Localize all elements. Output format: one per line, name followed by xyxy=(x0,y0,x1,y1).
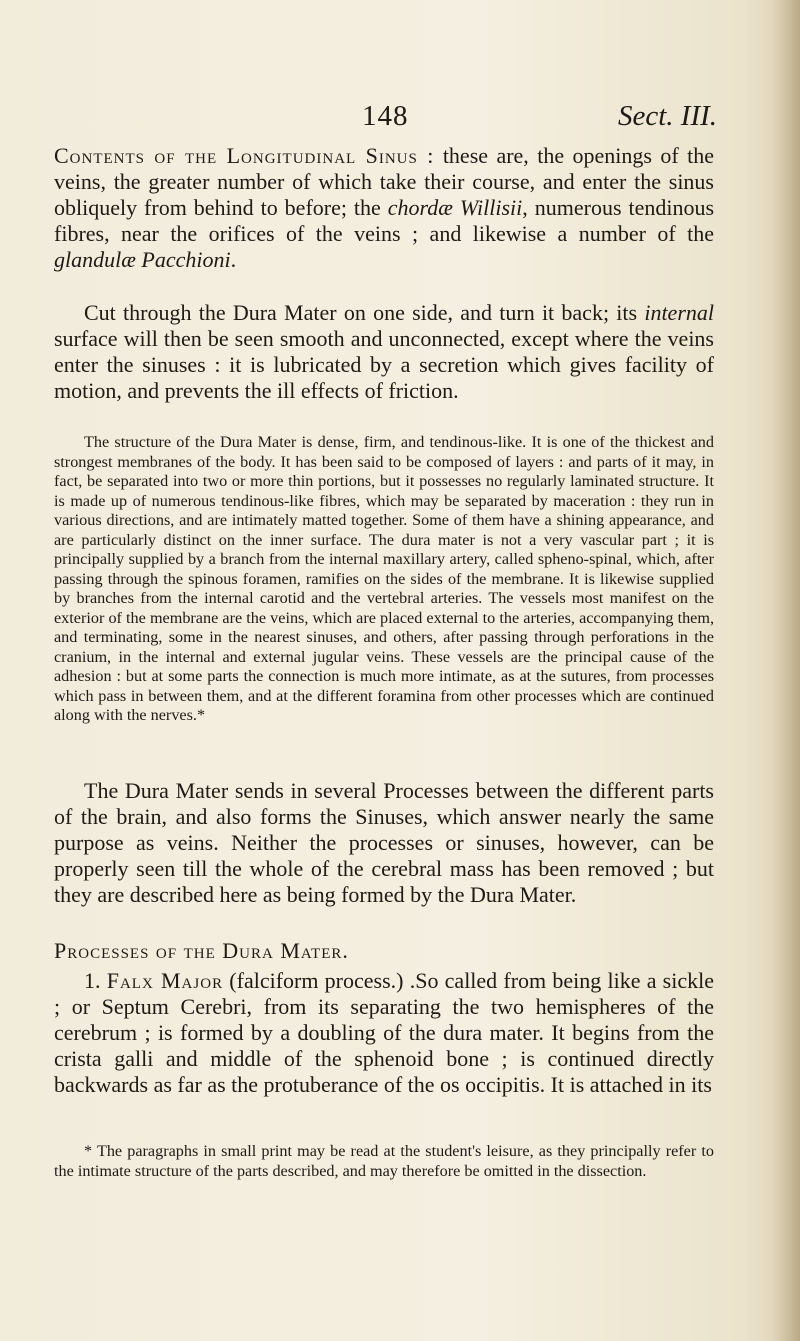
item-number: 1. xyxy=(84,968,107,993)
paragraph-falx-major xyxy=(54,968,714,1098)
paragraph-text: (falciform process.) .So called from being like a sickle ; or Septum Cerebri, from its separating the two hemispheres of the cerebrum ; is formed by a doubling of the dura mater. It begins from the crista galli and middle of the sphenoid bone ; is continued directly backwards as far as the protuberance of the os occipitis. It is attached in its xyxy=(54,968,714,1097)
page-number: 148 xyxy=(362,100,409,132)
footnote-text: * The paragraphs in small print may be read at the student's leisure, as they principally refer to the intimate structure of the parts described, and may therefore be omitted in the dissection. xyxy=(54,1142,714,1180)
paragraph-text: these are, the openings of the veins, the greater number of which take their course, and enter the sinus obliquely from behind to before; the xyxy=(54,143,715,220)
falx-major-heading: Falx Major xyxy=(106,968,224,993)
paragraph-text: Cut through the Dura Mater on one side, and turn it back; its xyxy=(84,300,645,325)
section-heading xyxy=(54,938,714,964)
italic-term: chordæ Willisii xyxy=(387,195,523,220)
small-print-text: The structure of the Dura Mater is dense, firm, and tendinous-like. It is one of the thickest and strongest membranes of the body. It has been said to be composed of layers : and parts of it may, in fact, be separated into two or more thin portions, but it possesses no regularly laminated structure. It is made up of numerous tendinous-like fibres, which may be separated by maceration : they run in various directions, and are intimately matted together. Some of them have a shining appearance, and are particularly distinct on the inner surface. The dura mater is not a very vascular part ; it is principally supplied by a branch from the internal maxillary artery, called spheno-spinal, which, after passing through the spinous foramen, ramifies on the sides of the membrane. It is likewise supplied by branches from the internal carotid and the vertebral arteries. The vessels most manifest on the exterior of the membrane are the veins, which are placed external to the arteries, accompanying them, and terminating, some in the nearest sinuses, and others, after passing through perforations in the cranium, in the internal and external jugular veins. These vessels are the principal cause of the adhesion : but at some parts the connection is much more intimate, as at the sutures, from processes which pass in between them, and at the different foramina from other processes which are continued along with the nerves.* xyxy=(54,433,714,724)
page-edge-shadow xyxy=(772,0,800,1341)
footnote xyxy=(54,1142,714,1181)
processes-heading: Processes of the Dura Mater. xyxy=(54,938,349,963)
paragraph-text: The Dura Mater sends in several Processes between the different parts of the brain, and also forms the Sinuses, which answer nearly the same purpose as veins. Neither the processes or sinuses, however, can be properly seen till the whole of the cerebral mass has been removed ; but they are described here as being formed by the Dura Mater. xyxy=(54,778,714,907)
running-header xyxy=(0,100,800,136)
paragraph-text: , numerous tendinous fibres, near the orifices of the veins ; and likewise a number of the xyxy=(54,195,715,246)
paragraph-longitudinal-sinus xyxy=(54,143,714,273)
paragraph-small-print xyxy=(54,433,714,726)
paragraph-dura-processes xyxy=(54,778,714,908)
paragraph-text: . xyxy=(230,247,237,272)
paragraph-cut-dura-mater xyxy=(54,300,714,404)
paragraph-text: surface will then be seen smooth and unconnected, except where the veins enter the sinuses : it is lubricated by a secretion which gives facility of motion, and prevents the ill effects of friction. xyxy=(54,326,714,403)
section-label: Sect. III. xyxy=(618,100,718,132)
italic-term: internal xyxy=(644,300,714,325)
paragraph-heading: Contents of the Longitudinal Sinus : xyxy=(54,143,435,168)
italic-term: glandulæ Pacchioni xyxy=(54,247,231,272)
